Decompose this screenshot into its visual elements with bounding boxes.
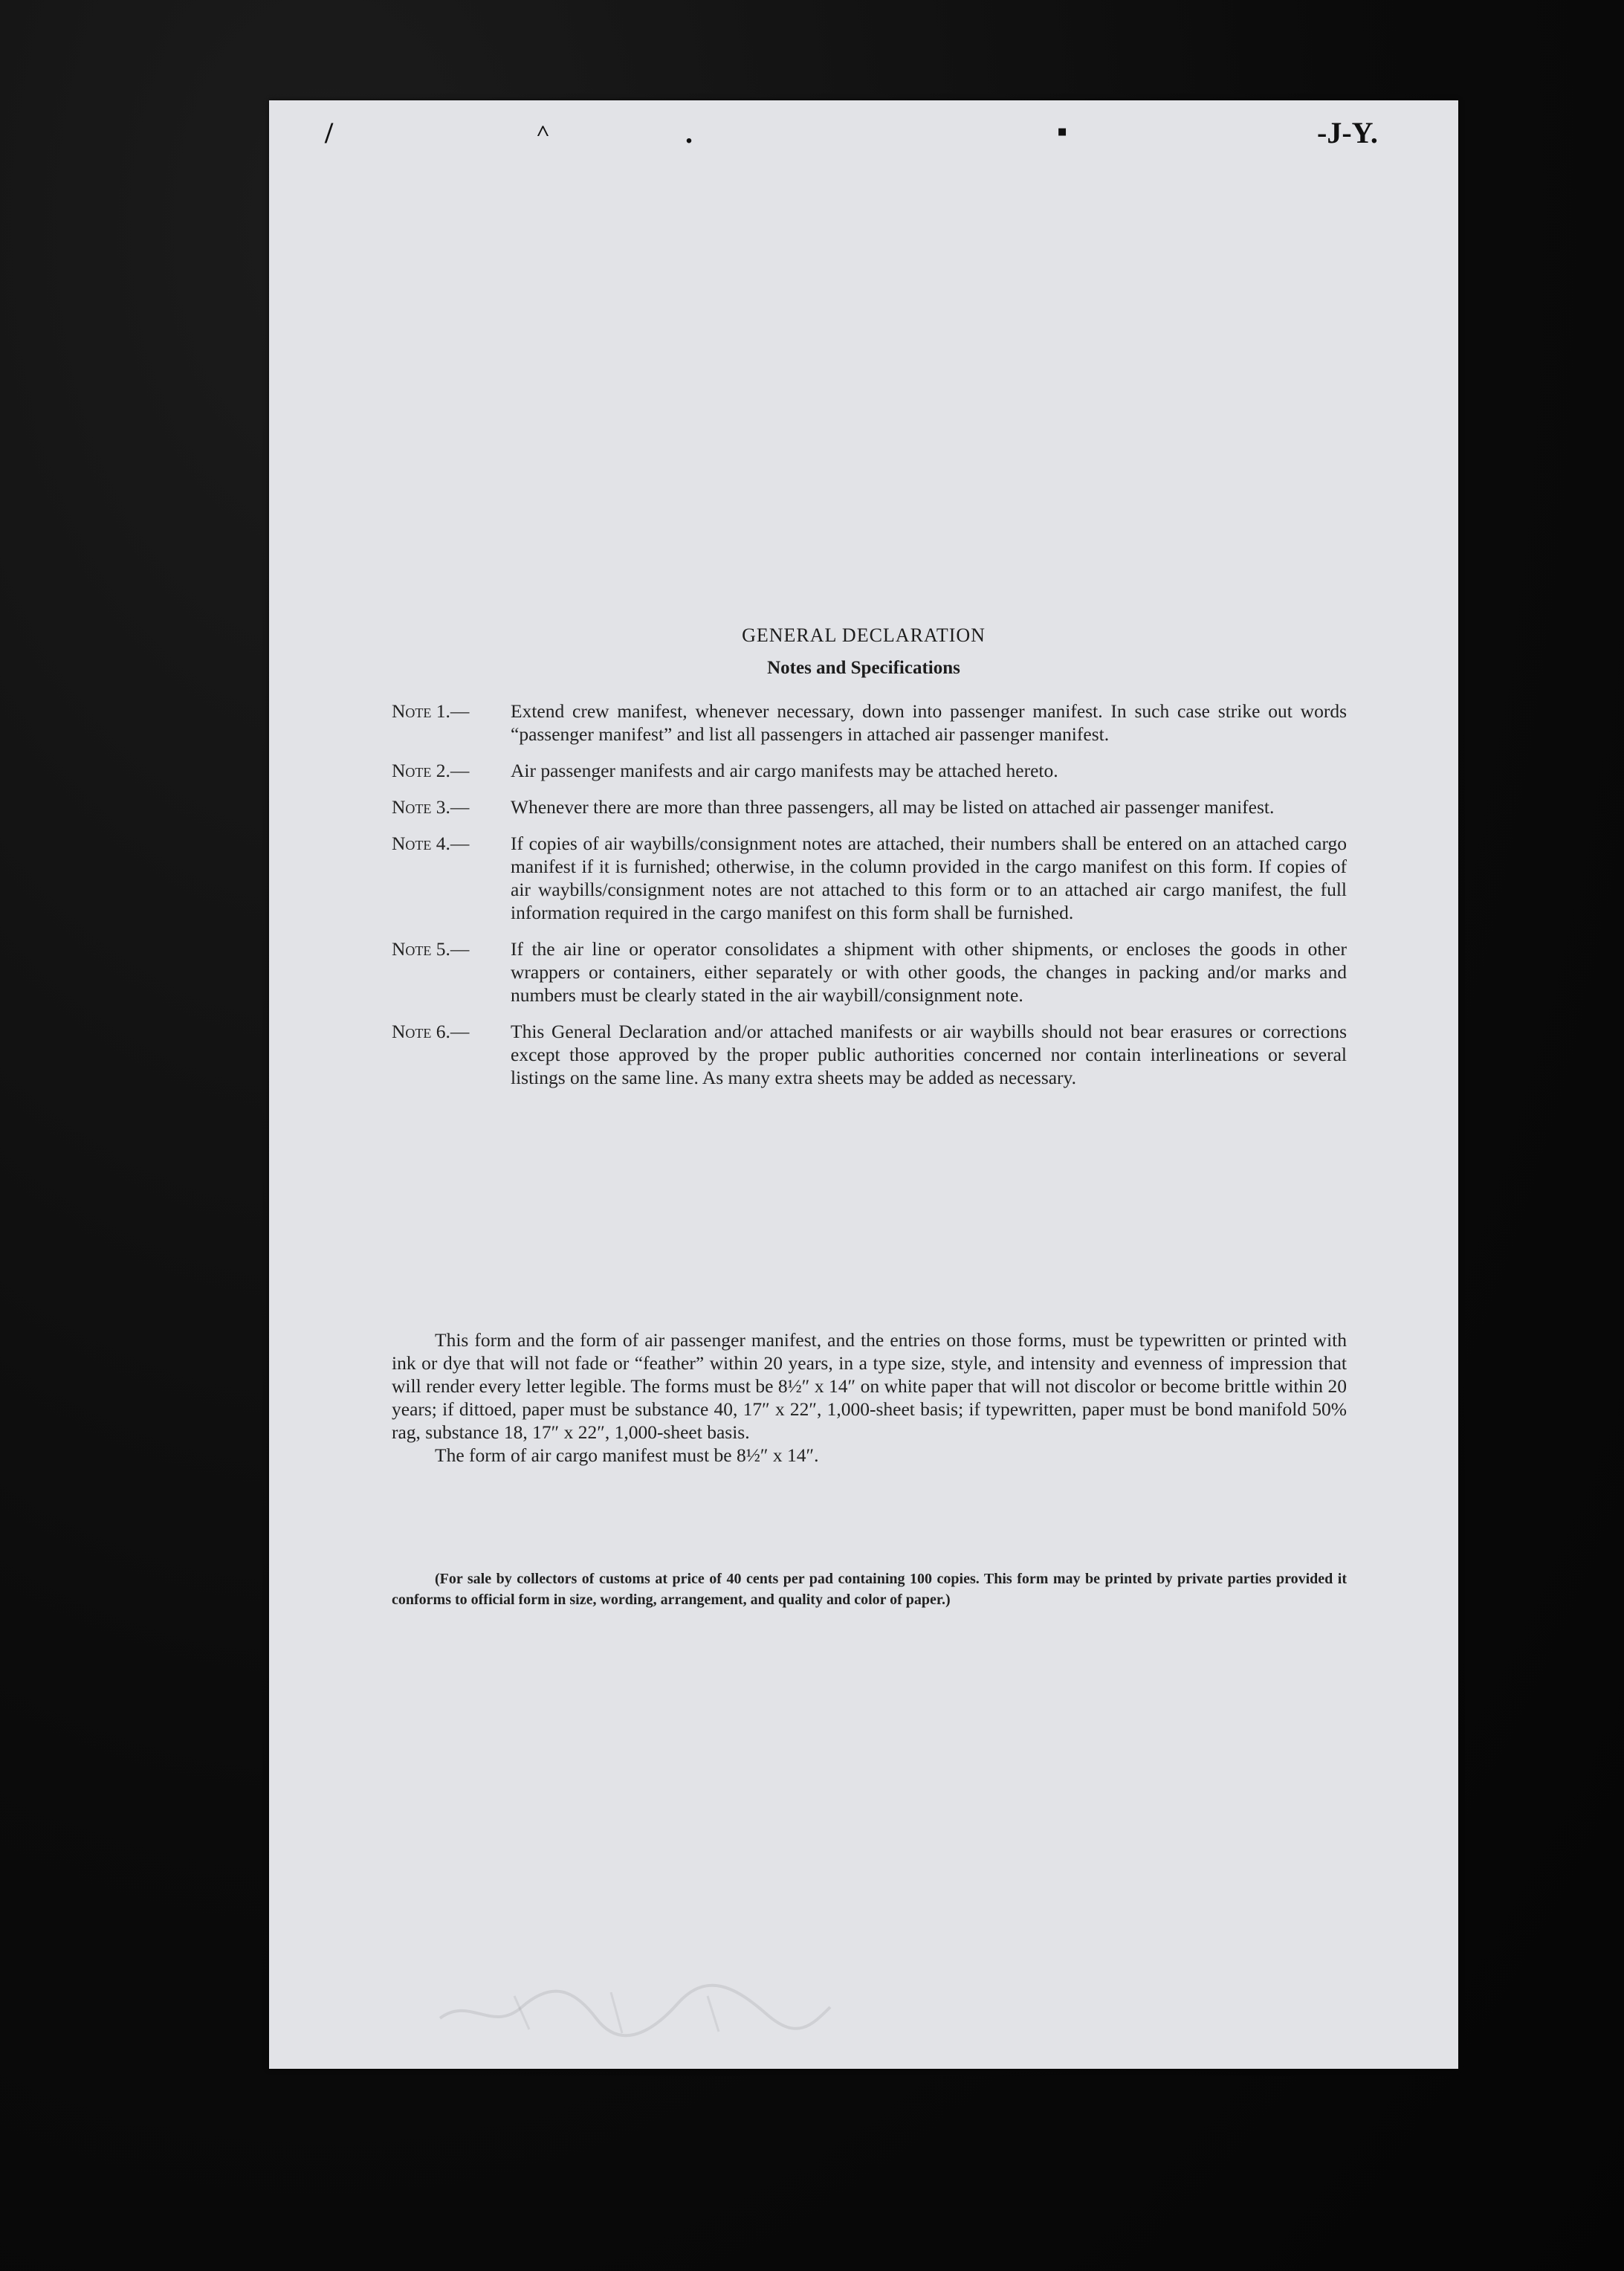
faint-signature-image	[425, 1966, 841, 2048]
notes-list	[392, 700, 1347, 1102]
note-3	[392, 795, 1347, 818]
specification-paragraph: This form and the form of air passenger manifest, and the entries on those forms, must be typewritten or printed with ink or dye that will not fade or “feather” within 20 years, in a type size, style, and intensity and evenness of impression that will render every letter legible. The forms must be 8½″ x 14″ on white paper that will not discolor or become brittle within 20 years; if dittoed, paper must be substance 40, 17″ x 22″, 1,000-sheet basis; if typewritten, paper must be bond manifold 50% rag, substance 18, 17″ x 22″, 1,000-sheet basis.	[392, 1329, 1347, 1443]
note-2	[392, 759, 1347, 782]
note-5	[392, 937, 1347, 1007]
note-text: If copies of air waybills/consignment notes are attached, their numbers shall be entered on an attached cargo manifest if it is furnished; otherwise, in the column provided in the cargo manifest on this form. If copies of air waybills/consignment notes are not attached to this form or to an attached air cargo manifest, the full information required in the cargo manifest on this form shall be furnished.	[511, 833, 1347, 923]
note-text: Extend crew manifest, whenever necessary, down into passenger manifest. In such case strike out words “passenger manifest” and list all passengers in attached air passenger manifest.	[511, 700, 1347, 745]
page-number-mark: -J-Y.	[1317, 116, 1378, 149]
note-label: Note 1.—	[392, 700, 470, 722]
note-label: Note 2.—	[392, 760, 470, 781]
cargo-manifest-size-note: The form of air cargo manifest must be 8½″ x 14″.	[435, 1444, 819, 1466]
note-label: Note 5.—	[392, 938, 470, 960]
note-4	[392, 832, 1347, 924]
note-text: This General Declaration and/or attached manifests or air waybills should not bear erasures or corrections except those approved by the proper public authorities concerned nor contain interlineations or several listings on the same line. As many extra sheets may be added as necessary.	[511, 1021, 1347, 1088]
page-subtitle: Notes and Specifications	[767, 658, 960, 678]
note-label: Note 3.—	[392, 796, 470, 818]
document-page	[269, 100, 1458, 2069]
form-specifications	[392, 1328, 1347, 1467]
note-label: Note 6.—	[392, 1021, 470, 1042]
note-text: If the air line or operator consolidates a shipment with other shipments, or encloses the goods in other wrappers or containers, either separately or with other goods, the changes in packing and/or marks and numbers must be clearly stated in the air waybill/consignment note.	[511, 938, 1347, 1006]
sale-notice: (For sale by collectors of customs at price of 40 cents per pad containing 100 copies. This form may be printed by private parties provided it conforms to official form in size, wording, arrangement, and quality and color of paper.)	[392, 1571, 1347, 1608]
top-edge-marks: / ˄ . ▪ -J-Y.	[325, 114, 1378, 149]
note-label: Note 4.—	[392, 833, 470, 854]
note-1	[392, 700, 1347, 746]
note-6	[392, 1020, 1347, 1089]
note-text: Air passenger manifests and air cargo manifests may be attached hereto.	[511, 760, 1058, 781]
page-title: GENERAL DECLARATION	[742, 624, 986, 646]
note-text: Whenever there are more than three passengers, all may be listed on attached air passenger manifest.	[511, 796, 1275, 818]
